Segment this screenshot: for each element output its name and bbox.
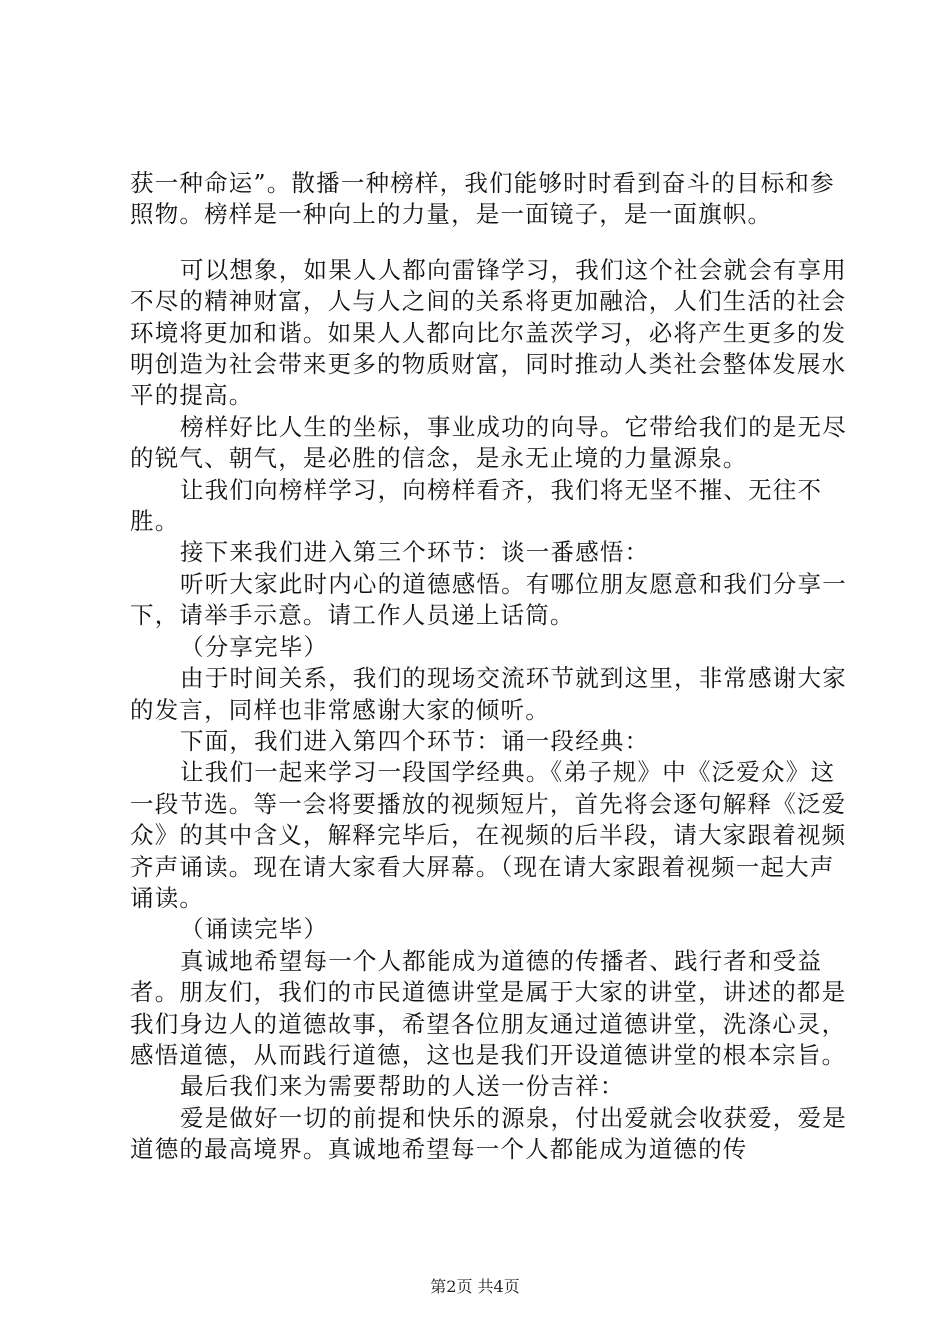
paragraph-4: 让我们向榜样学习，向榜样看齐，我们将无坚不摧、无往不胜。 [130, 475, 823, 536]
document-body [130, 168, 850, 1166]
paragraph-7: （分享完毕） [180, 632, 329, 661]
paragraph-11: （诵读完毕） [180, 915, 329, 944]
page-number-label: 第2页 共4页 [430, 1277, 520, 1296]
paragraph-3: 榜样好比人生的坐标，事业成功的向导。它带给我们的是无尽的锐气、朝气，是必胜的信念，是永无止境的力量源泉。 [130, 412, 847, 473]
paragraph-10: 让我们一起来学习一段国学经典。《弟子规》中《泛爱众》这一段节选。等一会将要播放的视频短片，首先将会逐句解释《泛爱众》的其中含义，解释完毕后，在视频的后半段，请大家跟着视频齐声诵读。现在请大家看大屏幕。（现在请大家跟着视频一起大声诵读。 [130, 758, 847, 912]
paragraph-9: 下面，我们进入第四个环节：诵一段经典： [180, 726, 650, 755]
page-footer [0, 1277, 950, 1297]
paragraph-13: 最后我们来为需要帮助的人送一份吉祥： [180, 1072, 625, 1101]
paragraph-6: 听听大家此时内心的道德感悟。有哪位朋友愿意和我们分享一下，请举手示意。请工作人员递上话筒。 [130, 569, 847, 630]
paragraph-12: 真诚地希望每一个人都能成为道德的传播者、践行者和受益者。朋友们，我们的市民道德讲堂是属于大家的讲堂，讲述的都是我们身边人的道德故事，希望各位朋友通过道德讲堂，洗涤心灵，感悟道德，从而践行道德，这也是我们开设道德讲堂的根本宗旨。 [130, 946, 847, 1069]
paragraph-14: 爱是做好一切的前提和快乐的源泉，付出爱就会收获爱，爱是道德的最高境界。真诚地希望每一个人都能成为道德的传 [130, 1103, 847, 1164]
paragraph-2: 可以想象，如果人人都向雷锋学习，我们这个社会就会有享用不尽的精神财富，人与人之间的关系将更加融洽，人们生活的社会环境将更加和谐。如果人人都向比尔盖茨学习，必将产生更多的发明创造为社会带来更多的物质财富，同时推动人类社会整体发展水平的提高。 [130, 255, 847, 410]
paragraph-5: 接下来我们进入第三个环节：谈一番感悟： [180, 538, 650, 567]
paragraph-8: 由于时间关系，我们的现场交流环节就到这里，非常感谢大家的发言，同样也非常感谢大家的倾听。 [130, 664, 847, 724]
paragraph-1: 获一种命运”。散播一种榜样，我们能够时时看到奋斗的目标和参照物。榜样是一种向上的力量，是一面镜子，是一面旗帜。 [130, 169, 835, 229]
